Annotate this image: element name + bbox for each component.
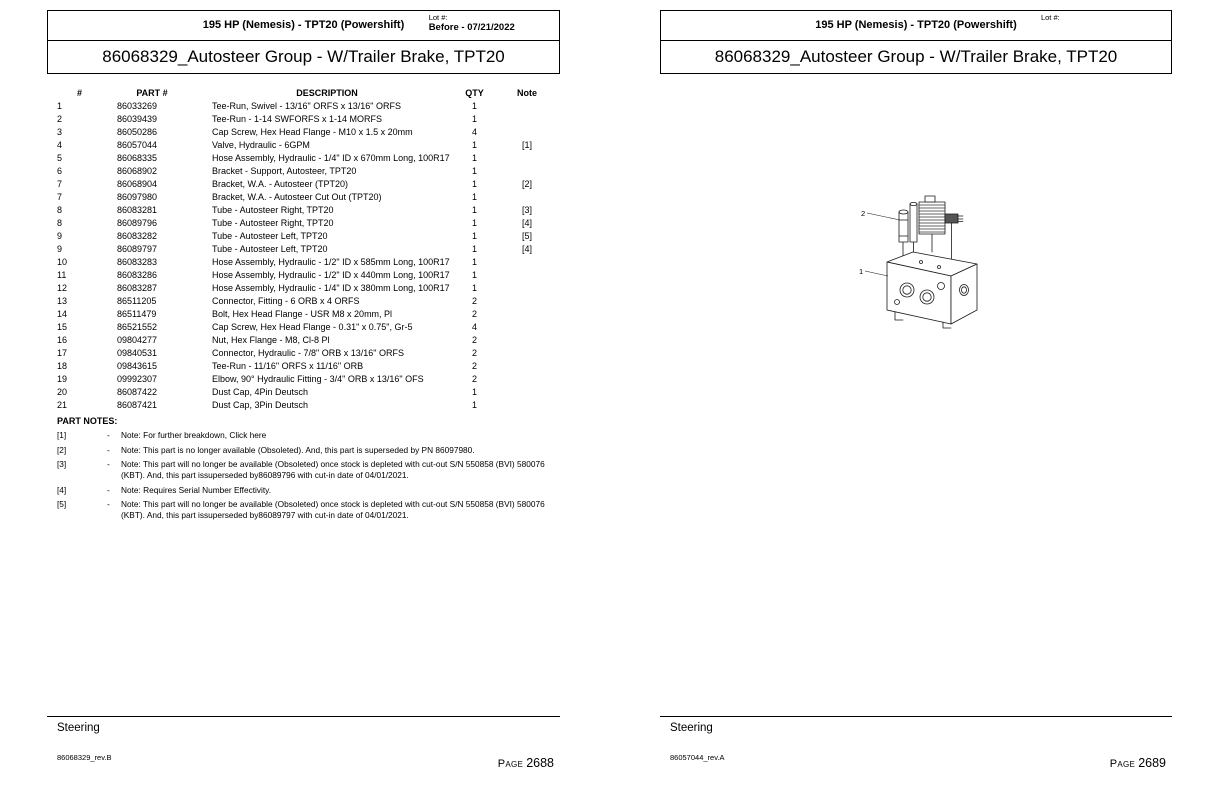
cell-note: [4]: [521, 244, 532, 254]
model-title: 195 HP (Nemesis) - TPT20 (Powershift): [815, 19, 1017, 31]
cell-desc: Tee-Run - 11/16" ORFS x 11/16" ORB: [212, 361, 364, 371]
footer-section: Steering: [670, 722, 713, 734]
table-row: [57, 399, 557, 412]
cell-num: 21: [57, 400, 68, 410]
cell-qty: 2: [471, 335, 477, 345]
cell-qty: 1: [471, 179, 477, 189]
cell-note: [497, 321, 557, 334]
cell-note: [497, 360, 557, 373]
part-notes-list: [57, 430, 554, 525]
cell-note: [497, 308, 557, 321]
cell-qty: 4: [471, 127, 477, 137]
cell-part: 09804277: [117, 335, 158, 345]
cell-desc: Tee-Run - 1-14 SWFORFS x 1-14 MORFS: [212, 114, 383, 124]
note-text: Note: This part will no longer be available (Obsoleted) once stock is depleted with cut-out S/N 550858 (BVI) 580076 (KBT). And, this part issuperseded by86089796 with cut-in date of 04/01/2021.: [121, 459, 545, 480]
cell-part: 09843615: [117, 361, 158, 371]
cell-desc: Elbow, 90° Hydraulic Fitting - 3/4" ORB x 13/16" OFS: [212, 374, 424, 384]
col-header-num: #: [76, 88, 82, 98]
table-row: [57, 295, 557, 308]
footer-page: [498, 754, 554, 772]
cell-desc: Hose Assembly, Hydraulic - 1/4" ID x 670mm Long, 100R17: [212, 153, 450, 163]
cell-qty: 2: [471, 374, 477, 384]
cell-qty: 1: [471, 166, 477, 176]
cell-note: [497, 347, 557, 360]
footer-page-label: Page: [497, 758, 524, 770]
table-row: [57, 113, 557, 126]
table-row: [57, 165, 557, 178]
cell-qty: 1: [471, 270, 477, 280]
table-row: [57, 243, 557, 256]
table-row: [57, 230, 557, 243]
table-row: [57, 386, 557, 399]
cell-note: [497, 373, 557, 386]
cell-desc: Hose Assembly, Hydraulic - 1/2" ID x 440mm Long, 100R17: [212, 270, 450, 280]
cell-note: [497, 191, 557, 204]
cell-qty: 1: [471, 231, 477, 241]
footer-page-number: 2688: [526, 756, 554, 770]
cell-note: [3]: [521, 205, 532, 215]
cell-part: 86083281: [117, 205, 158, 215]
table-row: [57, 204, 557, 217]
cell-part: 86511479: [117, 309, 157, 319]
cell-desc: Hose Assembly, Hydraulic - 1/2" ID x 585mm Long, 100R17: [212, 257, 450, 267]
cell-num: 11: [57, 270, 67, 280]
cell-part: 86068335: [117, 153, 158, 163]
cell-num: 19: [57, 374, 68, 384]
table-row: [57, 269, 557, 282]
cell-note: [497, 126, 557, 139]
cell-qty: 1: [471, 400, 477, 410]
cell-note: [497, 295, 557, 308]
cell-note: [497, 269, 557, 282]
cell-qty: 1: [471, 101, 477, 111]
cell-part: 86057044: [117, 140, 158, 150]
cell-qty: 1: [471, 140, 477, 150]
table-row: [57, 347, 557, 360]
lot-info: [1041, 14, 1060, 23]
cell-desc: Bolt, Hex Head Flange - USR M8 x 20mm, Pl: [212, 309, 393, 319]
lot-info: [429, 14, 515, 34]
page-header: [47, 10, 560, 74]
cell-part: 86083286: [117, 270, 158, 280]
model-title: 195 HP (Nemesis) - TPT20 (Powershift): [202, 19, 405, 31]
header-top-row: [48, 11, 559, 41]
col-header-note: Note: [517, 88, 537, 98]
cell-part: 86087422: [117, 387, 158, 397]
cell-note: [497, 386, 557, 399]
cell-qty: 1: [471, 257, 477, 267]
cell-desc: Tube - Autosteer Right, TPT20: [212, 218, 334, 228]
cell-part: 86089796: [117, 218, 158, 228]
cell-note: [497, 152, 557, 165]
cell-num: 9: [57, 244, 63, 254]
cell-qty: 2: [471, 348, 477, 358]
cell-qty: 1: [471, 205, 477, 215]
cell-note: [2]: [521, 179, 532, 189]
table-row: [57, 139, 557, 152]
cell-note: [497, 399, 557, 412]
col-header-part: PART #: [136, 88, 168, 98]
footer-revision: 86057044_rev.A: [670, 753, 725, 762]
cell-num: 13: [57, 296, 68, 306]
cell-num: 3: [57, 127, 63, 137]
cell-part: 86087421: [117, 400, 158, 410]
cell-note: [4]: [521, 218, 532, 228]
cell-part: 09840531: [117, 348, 158, 358]
note-ref: [5]: [57, 499, 67, 509]
cell-part: 09992307: [117, 374, 158, 384]
cell-qty: 1: [471, 153, 477, 163]
cell-desc: Bracket, W.A. - Autosteer Cut Out (TPT20): [212, 192, 382, 202]
table-body: [57, 100, 557, 412]
table-row: [57, 217, 557, 230]
part-note: [57, 499, 554, 521]
cell-qty: 1: [471, 283, 477, 293]
cell-part: 86083287: [117, 283, 158, 293]
cell-part: 86521552: [117, 322, 158, 332]
cell-num: 4: [57, 140, 63, 150]
cell-part: 86083283: [117, 257, 158, 267]
cell-num: 9: [57, 231, 63, 241]
table-row: [57, 256, 557, 269]
cell-desc: Valve, Hydraulic - 6GPM: [212, 140, 310, 150]
cell-qty: 4: [471, 322, 477, 332]
cell-desc: Tube - Autosteer Left, TPT20: [212, 231, 328, 241]
table-row: [57, 373, 557, 386]
table-row: [57, 308, 557, 321]
note-text: Note: For further breakdown, Click here: [121, 430, 267, 440]
note-text: Note: This part will no longer be available (Obsoleted) once stock is depleted with cut-out S/N 550858 (BVI) 580076 (KBT). And, this part issuperseded by86089797 with cut-in date of 04/01/2021.: [121, 499, 545, 520]
cell-desc: Cap Screw, Hex Head Flange - M10 x 1.5 x 20mm: [212, 127, 413, 137]
cell-qty: 1: [471, 244, 477, 254]
valve-assembly-diagram: [855, 190, 1005, 350]
cell-note: [497, 165, 557, 178]
table-header-row: [57, 86, 557, 100]
cell-num: 18: [57, 361, 68, 371]
cell-qty: 1: [471, 192, 477, 202]
parts-table: [57, 86, 557, 412]
cell-num: 17: [57, 348, 68, 358]
table-row: [57, 152, 557, 165]
note-dash: -: [107, 444, 110, 455]
part-note: [57, 485, 554, 496]
cell-note: [497, 100, 557, 113]
part-note: [57, 445, 554, 456]
table-row: [57, 321, 557, 334]
cell-num: 8: [57, 218, 63, 228]
cell-qty: 1: [471, 387, 477, 397]
note-dash: -: [107, 499, 110, 509]
cell-desc: Cap Screw, Hex Head Flange - 0.31" x 0.75", Gr-5: [212, 322, 413, 332]
cell-desc: Connector, Fitting - 6 ORB x 4 ORFS: [212, 296, 360, 306]
cell-part: 86511205: [117, 296, 157, 306]
footer-page-number: 2689: [1138, 756, 1166, 770]
cell-num: 2: [57, 114, 63, 124]
exploded-view-drawing: [855, 190, 1005, 350]
footer-divider: [47, 716, 560, 717]
col-header-qty: QTY: [465, 88, 484, 98]
cell-part: 86097980: [117, 192, 158, 202]
cell-desc: Tube - Autosteer Right, TPT20: [212, 205, 334, 215]
cell-part: 86068902: [117, 166, 158, 176]
callout-1: 1: [859, 267, 864, 276]
note-dash: -: [107, 430, 110, 440]
cell-desc: Nut, Hex Flange - M8, Cl-8 Pl: [212, 335, 330, 345]
cell-qty: 1: [471, 114, 477, 124]
footer-section: Steering: [57, 722, 100, 734]
footer-divider: [660, 716, 1172, 717]
note-ref: [4]: [57, 484, 67, 495]
cell-part: 86089797: [117, 244, 158, 254]
cell-qty: 1: [471, 218, 477, 228]
cell-desc: Bracket - Support, Autosteer, TPT20: [212, 166, 357, 176]
footer-page: [1110, 754, 1166, 772]
col-header-desc: DESCRIPTION: [296, 88, 358, 98]
callout-2: 2: [861, 209, 866, 218]
cell-part: 86050286: [117, 127, 158, 137]
note-text: Note: This part is no longer available (Obsoleted). And, this part is superseded by PN 86097980.: [121, 444, 475, 455]
catalog-page-left: [47, 0, 560, 792]
cell-num: 7: [57, 192, 63, 202]
table-row: [57, 334, 557, 347]
page-header: [660, 10, 1172, 74]
note-text: Note: Requires Serial Number Effectivity.: [121, 484, 272, 495]
cell-part: 86068904: [117, 179, 158, 189]
cell-num: 16: [57, 335, 68, 345]
note-dash: -: [107, 459, 110, 469]
part-note: [57, 459, 554, 481]
cell-note: [497, 256, 557, 269]
cell-note: [497, 113, 557, 126]
cell-note: [497, 334, 557, 347]
cell-desc: Bracket, W.A. - Autosteer (TPT20): [212, 179, 349, 189]
catalog-page-right: [660, 0, 1172, 792]
cell-num: 6: [57, 166, 63, 176]
cell-num: 14: [57, 309, 68, 319]
cell-desc: Dust Cap, 4Pin Deutsch: [212, 387, 309, 397]
cell-qty: 2: [471, 361, 477, 371]
cell-num: 8: [57, 205, 63, 215]
header-top-row: [661, 11, 1171, 41]
cell-qty: 2: [471, 296, 477, 306]
cell-part: 86083282: [117, 231, 158, 241]
table-row: [57, 360, 557, 373]
cell-desc: Tube - Autosteer Left, TPT20: [212, 244, 328, 254]
cell-num: 20: [57, 387, 68, 397]
lot-value: Before - 07/21/2022: [428, 22, 515, 34]
cell-note: [1]: [521, 140, 532, 150]
lot-label: Lot #:: [428, 13, 448, 22]
cell-part: 86033269: [117, 101, 158, 111]
cell-part: 86039439: [117, 114, 158, 124]
cell-num: 5: [57, 153, 63, 163]
table-row: [57, 126, 557, 139]
cell-num: 1: [57, 101, 63, 111]
cell-desc: Tee-Run, Swivel - 13/16" ORFS x 13/16" ORFS: [212, 101, 401, 111]
table-row: [57, 191, 557, 204]
cell-desc: Hose Assembly, Hydraulic - 1/4" ID x 380mm Long, 100R17: [212, 283, 450, 293]
note-ref: [3]: [57, 459, 67, 469]
footer-page-label: Page: [1109, 758, 1136, 770]
part-notes-label: PART NOTES:: [57, 416, 118, 426]
cell-qty: 2: [471, 309, 477, 319]
page-title: 86068329_Autosteer Group - W/Trailer Brake, TPT20: [102, 47, 505, 66]
cell-num: 15: [57, 322, 68, 332]
cell-num: 7: [57, 179, 63, 189]
cell-desc: Dust Cap, 3Pin Deutsch: [212, 400, 309, 410]
cell-desc: Connector, Hydraulic - 7/8" ORB x 13/16" ORFS: [212, 348, 404, 358]
lot-label: Lot #:: [1040, 13, 1060, 22]
note-ref: [1]: [57, 430, 67, 440]
page-title: 86068329_Autosteer Group - W/Trailer Brake, TPT20: [714, 47, 1118, 66]
table-row: [57, 178, 557, 191]
table-row: [57, 100, 557, 113]
cell-num: 10: [57, 257, 68, 267]
part-note: [57, 430, 554, 441]
table-row: [57, 282, 557, 295]
footer-revision: 86068329_rev.B: [57, 753, 112, 762]
note-ref: [2]: [57, 444, 67, 455]
note-dash: -: [107, 484, 110, 495]
cell-num: 12: [57, 283, 68, 293]
cell-note: [5]: [521, 231, 532, 241]
cell-note: [497, 282, 557, 295]
